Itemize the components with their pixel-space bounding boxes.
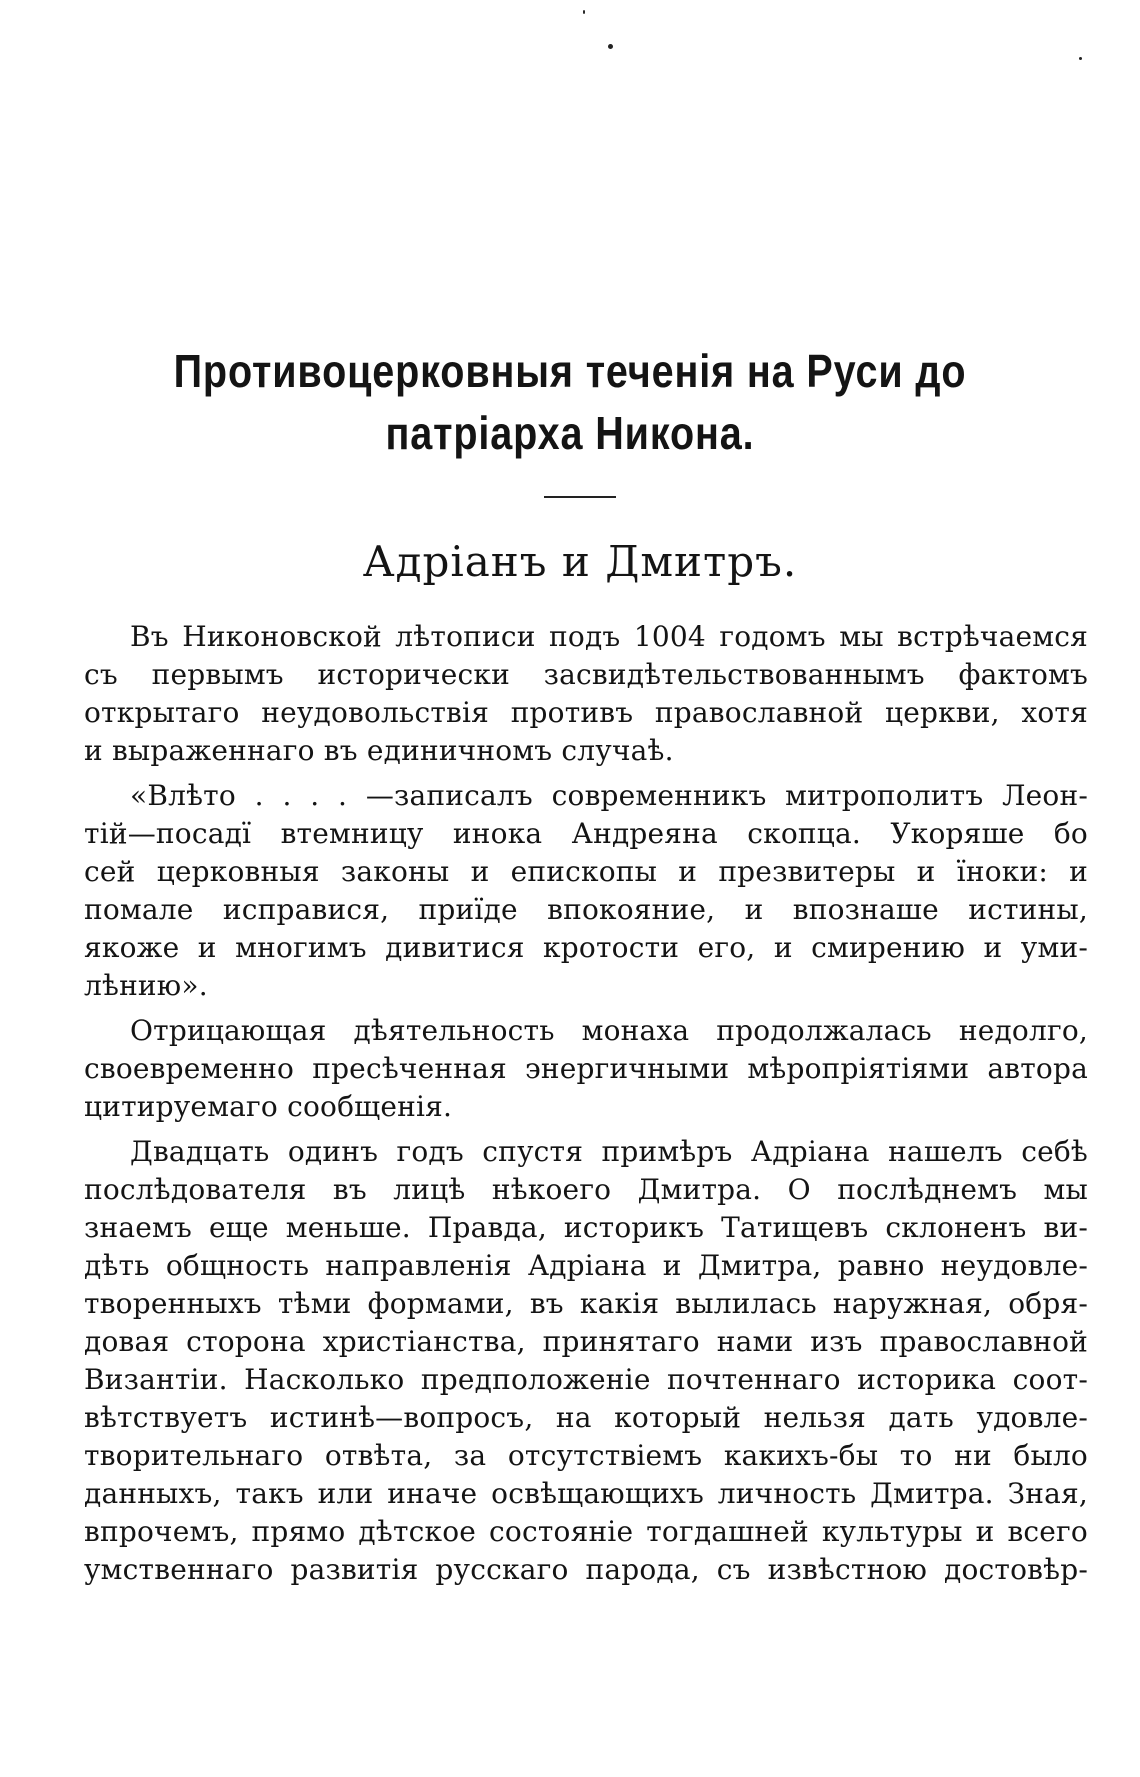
ink-speck — [583, 10, 585, 14]
text-line: и выраженнаго въ единичномъ случаѣ. — [84, 734, 674, 767]
chapter-title — [131, 340, 1008, 464]
chapter-title-line-1: Противоцерковныя теченія на Руси до — [173, 345, 967, 397]
text-line: творенныхъ тѣми формами, въ какія вылилась наружная, обря- — [84, 1287, 1088, 1320]
text-line: довая сторона христіанства, принятаго нами изъ православной — [84, 1325, 1088, 1358]
text-line: послѣдователя въ лицѣ нѣкоего Дмитра. О послѣднемъ мы — [84, 1173, 1088, 1206]
text-line: цитируемаго сообщенія. — [84, 1090, 453, 1123]
section-heading: Адріанъ и Дмитръ. — [362, 537, 798, 586]
text-line: творительнаго отвѣта, за отсутствіемъ какихъ-бы то ни было — [84, 1439, 1088, 1472]
text-line: сей церковныя законы и епископы и презвитеры и їноки: и — [84, 855, 1088, 888]
text-line: вѣтствуетъ истинѣ—вопросъ, на который нельзя дать удовле- — [84, 1401, 1088, 1434]
text-line: дѣть общность направленія Адріана и Дмитра, равно неудовле- — [84, 1249, 1088, 1282]
text-line: помале исправися, приїде впокояние, и впознаше истины, — [84, 893, 1088, 926]
text-line: Византіи. Насколько предположеніе почтеннаго историка соот- — [84, 1363, 1088, 1396]
chapter-title-line-2: патріарха Никона. — [385, 407, 755, 459]
text-line: Двадцать одинъ годъ спустя примѣръ Адріана нашелъ себѣ — [130, 1135, 1088, 1168]
text-line: съ первымъ исторически засвидѣтельствованнымъ фактомъ — [84, 658, 1088, 691]
text-line: своевременно пресѣченная энергичными мѣропріятіями автора — [84, 1052, 1088, 1085]
title-divider — [544, 496, 616, 498]
text-line: «Влѣто . . . . —записалъ современникъ митрополитъ Леон- — [130, 779, 1088, 812]
ink-speck — [1079, 57, 1082, 60]
text-line: открытаго неудовольствія противъ православной церкви, хотя — [84, 696, 1088, 729]
text-line: Отрицающая дѣятельность монаха продолжалась недолго, — [130, 1014, 1088, 1047]
ink-speck — [608, 44, 613, 49]
text-line: тій—посадї втемницу инока Андреяна скопца. Укоряше бо — [84, 817, 1088, 850]
text-line: данныхъ, такъ или иначе освѣщающихъ личность Дмитра. Зная, — [84, 1477, 1088, 1510]
text-line: лѣнию». — [84, 969, 208, 1002]
text-line: знаемъ еще меньше. Правда, историкъ Татищевъ склоненъ ви- — [84, 1211, 1088, 1244]
text-line: якоже и многимъ дивитися кротости его, и смирению и уми- — [84, 931, 1088, 964]
text-line: умственнаго развитія русскаго парода, съ извѣстною достовѣр- — [84, 1553, 1088, 1586]
text-line: впрочемъ, прямо дѣтское состояніе тогдашней культуры и всего — [84, 1515, 1088, 1548]
text-line: Въ Никоновской лѣтописи подъ 1004 годомъ мы встрѣчаемся — [130, 620, 1088, 653]
body-text — [84, 618, 1088, 1589]
